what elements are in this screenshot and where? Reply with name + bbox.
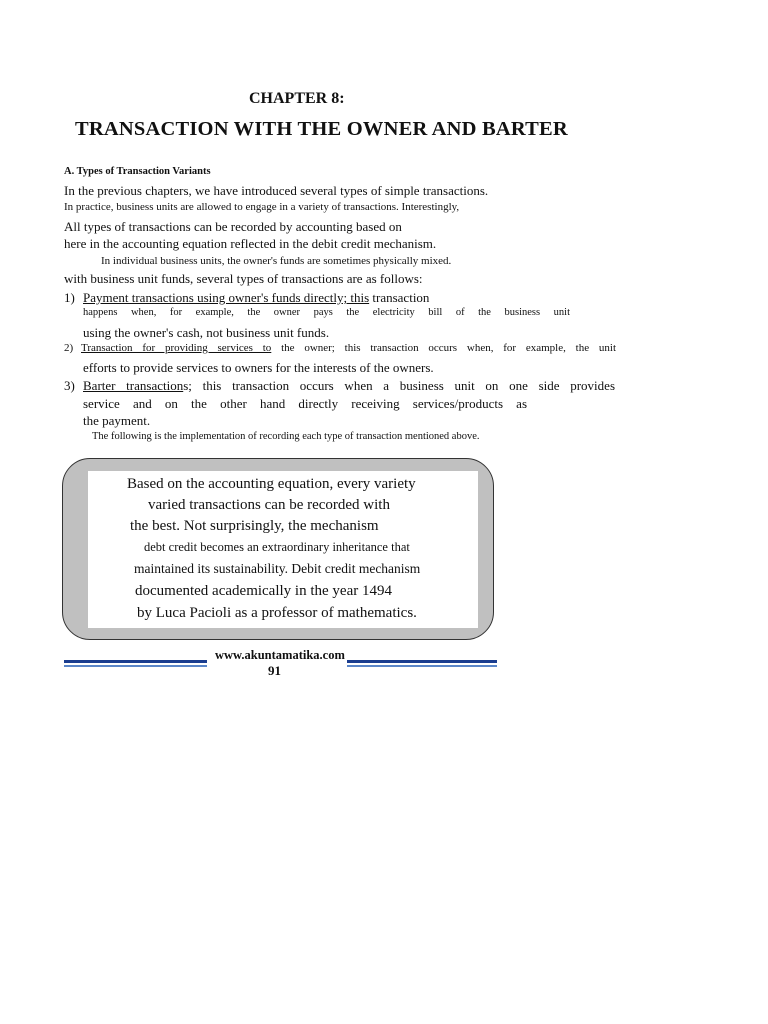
underlined-term: Barter transaction [83,378,184,393]
body-line: In practice, business units are allowed to engage in a variety of transactions. Interestingly, [64,201,460,213]
footer-rule-right [347,660,497,667]
list-item-line [83,290,429,306]
list-item-text: s; this transaction occurs when a business unit on one side provides [183,378,616,393]
callout-line: by Luca Pacioli as a professor of mathematics. [137,605,417,621]
underlined-term: Payment transactions using owner's funds directly; this [83,290,370,305]
list-item-text: transaction [369,290,430,305]
underlined-term: Transaction for providing services to [81,342,272,354]
callout-line: debt credit becomes an extraordinary inheritance that [144,540,410,554]
list-item-line: the payment. [83,413,151,428]
list-item-line: using the owner's cash, not business unit funds. [83,325,330,340]
body-line: here in the accounting equation reflected in the debit credit mechanism. [64,236,437,251]
list-item-line [81,342,616,354]
chapter-title: TRANSACTION WITH THE OWNER AND BARTER [75,118,568,140]
section-heading: A. Types of Transaction Variants [64,166,211,177]
list-item-line: service and on the other hand directly receiving services/products as [83,396,527,411]
callout-line: maintained its sustainability. Debit credit mechanism [134,561,421,576]
body-line: with business unit funds, several types of transactions are as follows: [64,271,423,286]
list-number: 3) [64,378,75,393]
callout-line: varied transactions can be recorded with [148,497,390,513]
footer-rule-left [64,660,207,667]
list-item-line: efforts to provide services to owners for the interests of the owners. [83,360,434,375]
list-number: 1) [64,290,75,305]
list-number: 2) [64,342,74,354]
list-item-line [83,378,615,394]
body-line: In the previous chapters, we have introduced several types of simple transactions. [64,183,489,198]
callout-line: Based on the accounting equation, every variety [127,476,416,492]
body-line: All types of transactions can be recorded by accounting based on [64,219,402,234]
page-number: 91 [268,663,281,678]
list-item-text: the owner; this transaction occurs when, for example, the unit [271,342,617,354]
footer-url: www.akuntamatika.com [215,648,345,662]
list-item-line: happens when, for example, the owner pays the electricity bill of the business unit [83,307,570,318]
callout-line: documented academically in the year 1494 [135,583,392,599]
chapter-label: CHAPTER 8: [249,90,345,107]
body-line: In individual business units, the owner's funds are sometimes physically mixed. [101,255,452,267]
closing-line: The following is the implementation of recording each type of transaction mentioned above. [92,431,480,442]
callout-line: the best. Not surprisingly, the mechanism [130,518,379,534]
